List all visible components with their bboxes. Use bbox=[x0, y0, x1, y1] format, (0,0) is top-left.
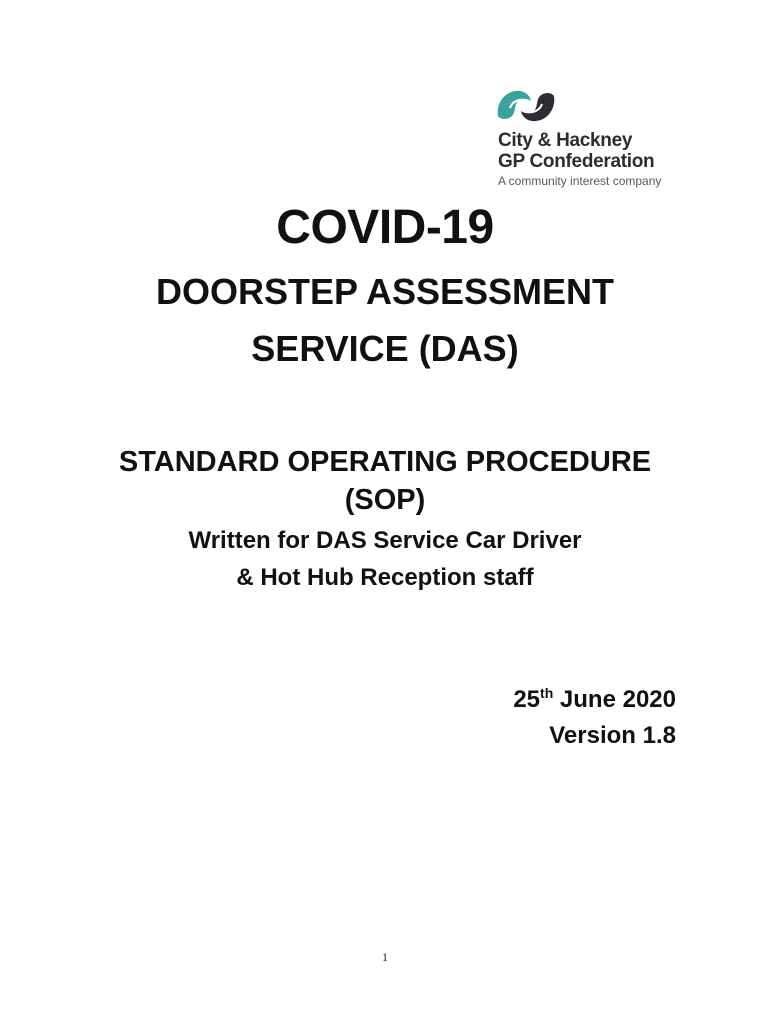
logo-org-name-line2: GP Confederation bbox=[498, 151, 655, 172]
hands-logo-icon bbox=[494, 86, 558, 124]
date-day: 25 bbox=[513, 686, 541, 713]
document-subtitle-line1: DOORSTEP ASSESSMENT bbox=[155, 271, 615, 312]
document-date bbox=[513, 684, 676, 716]
document-title: COVID-19 bbox=[276, 201, 494, 254]
date-rest: June 2020 bbox=[553, 686, 676, 713]
document-subtitle-line2: SERVICE (DAS) bbox=[251, 328, 519, 369]
logo-org-name-line1: City & Hackney bbox=[498, 130, 633, 151]
sop-heading-line1: STANDARD OPERATING PROCEDURE bbox=[118, 446, 652, 478]
page-number: 1 bbox=[382, 950, 388, 964]
audience-line1: Written for DAS Service Car Driver bbox=[188, 527, 582, 554]
audience-line2: & Hot Hub Reception staff bbox=[236, 564, 534, 591]
document-version: Version 1.8 bbox=[549, 722, 676, 749]
logo-tagline: A community interest company bbox=[498, 174, 662, 188]
sop-heading-line2: (SOP) bbox=[344, 484, 426, 516]
date-suffix: th bbox=[540, 685, 554, 701]
organization-logo bbox=[494, 86, 684, 188]
